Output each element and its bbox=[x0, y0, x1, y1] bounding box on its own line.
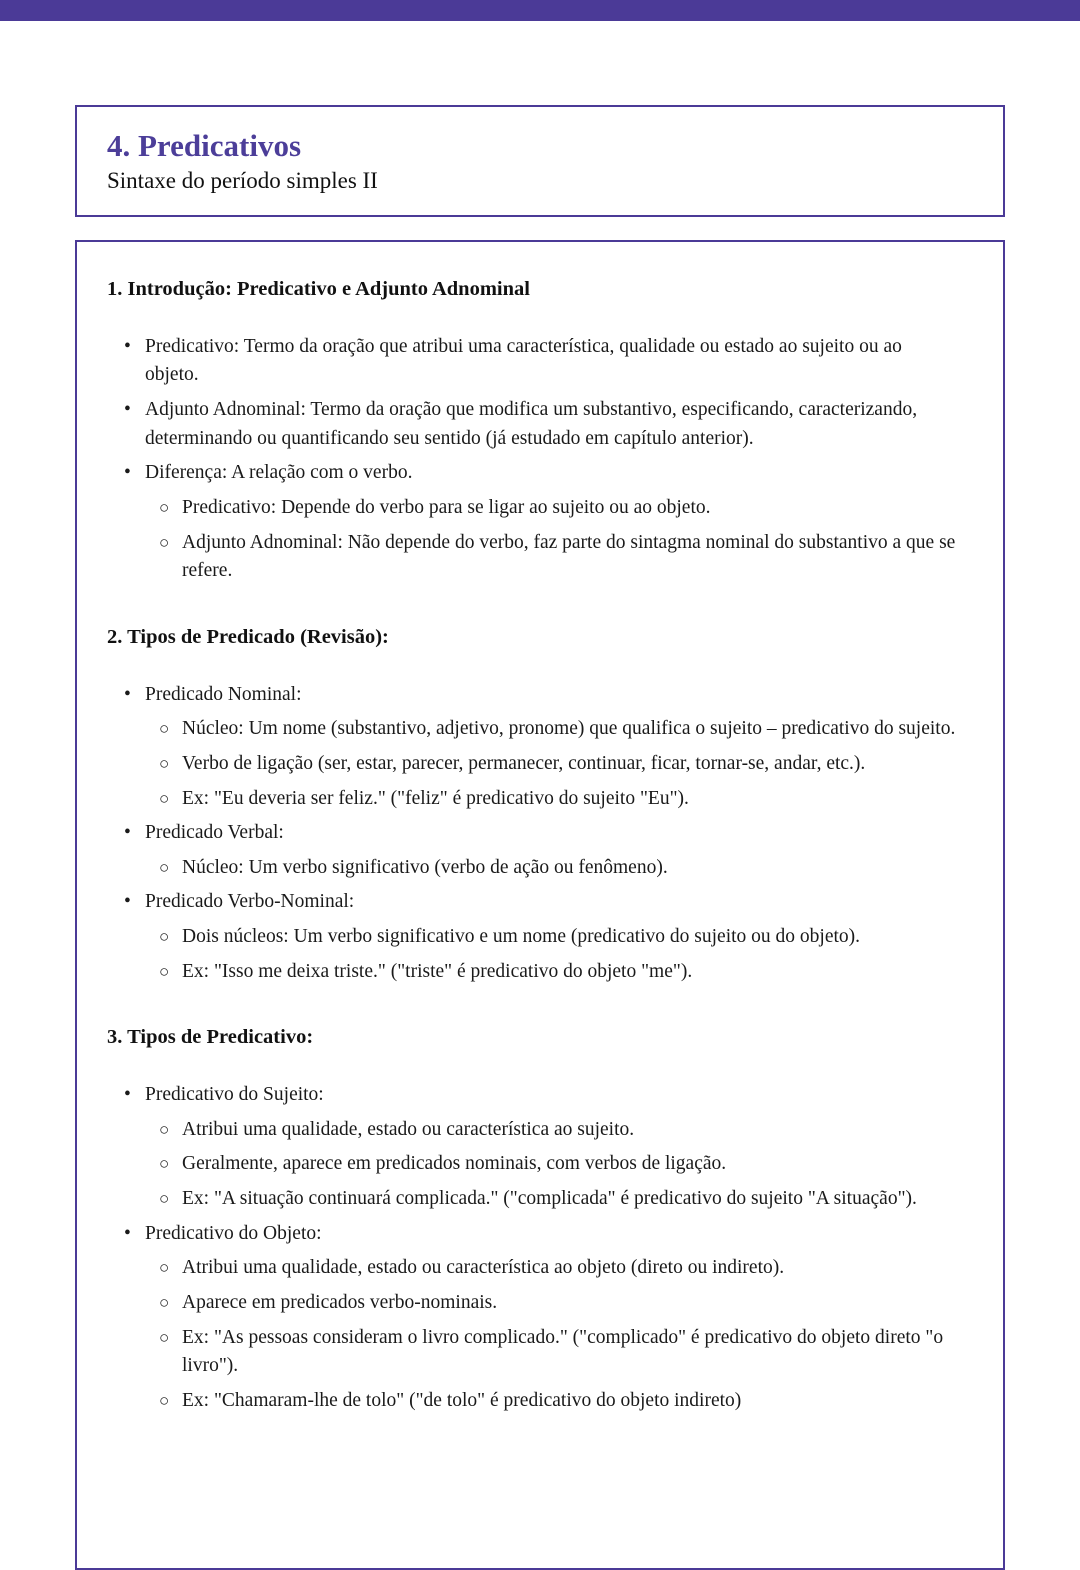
list-item bbox=[124, 1220, 957, 1249]
list-item bbox=[159, 750, 957, 779]
sections-container bbox=[107, 276, 957, 1416]
content-card bbox=[75, 240, 1005, 1570]
circle-bullet-icon: ○ bbox=[159, 1390, 170, 1410]
list-item bbox=[159, 1324, 957, 1381]
circle-bullet-icon: ○ bbox=[159, 1119, 170, 1139]
list-item bbox=[124, 459, 957, 488]
list-item-text: Aparece em predicados verbo-nominais. bbox=[182, 1292, 498, 1314]
circle-bullet-icon: ○ bbox=[159, 1327, 170, 1347]
list-item-text: Predicado Verbo-Nominal: bbox=[145, 891, 355, 913]
circle-bullet-icon: ○ bbox=[159, 1189, 170, 1209]
list-item bbox=[124, 396, 957, 453]
list-item-text: Ex: "As pessoas consideram o livro complicado." ("complicado" é predicativo do objeto direto "o livro"). bbox=[182, 1326, 944, 1377]
list-item bbox=[124, 1081, 957, 1110]
circle-bullet-icon: ○ bbox=[159, 1293, 170, 1313]
list-item-text: Verbo de ligação (ser, estar, parecer, permanecer, continuar, ficar, tornar-se, andar, etc.). bbox=[182, 752, 866, 774]
list-item-text: Predicativo: Depende do verbo para se ligar ao sujeito ou ao objeto. bbox=[182, 496, 711, 518]
list-item-text: Predicativo do Objeto: bbox=[145, 1222, 322, 1244]
list-item bbox=[159, 1254, 957, 1283]
section-item-list bbox=[107, 681, 957, 987]
list-item-text: Ex: "Chamaram-lhe de tolo" ("de tolo" é predicativo do objeto indireto) bbox=[182, 1389, 742, 1411]
list-item-text: Ex: "Isso me deixa triste." ("triste" é predicativo do objeto "me"). bbox=[182, 960, 693, 982]
list-item-text: Dois núcleos: Um verbo significativo e um nome (predicativo do sujeito ou do objeto). bbox=[182, 926, 861, 948]
disc-bullet-icon: • bbox=[124, 398, 131, 420]
list-item bbox=[159, 715, 957, 744]
circle-bullet-icon: ○ bbox=[159, 1258, 170, 1278]
disc-bullet-icon: • bbox=[124, 335, 131, 357]
list-item bbox=[159, 529, 957, 586]
list-item bbox=[159, 1185, 957, 1214]
list-item bbox=[159, 958, 957, 987]
list-item bbox=[159, 494, 957, 523]
circle-bullet-icon: ○ bbox=[159, 857, 170, 877]
circle-bullet-icon: ○ bbox=[159, 719, 170, 739]
circle-bullet-icon: ○ bbox=[159, 532, 170, 552]
list-item-text: Atribui uma qualidade, estado ou característica ao objeto (direto ou indireto). bbox=[182, 1257, 785, 1279]
list-item bbox=[159, 1150, 957, 1179]
list-item-text: Predicado Nominal: bbox=[145, 683, 302, 705]
circle-bullet-icon: ○ bbox=[159, 1154, 170, 1174]
section-item-list bbox=[107, 333, 957, 586]
section-heading: 1. Introdução: Predicativo e Adjunto Adnominal bbox=[107, 278, 530, 300]
list-item-text: Predicativo: Termo da oração que atribui uma característica, qualidade ou estado ao sujeito ou ao objeto. bbox=[145, 335, 902, 386]
disc-bullet-icon: • bbox=[124, 1084, 131, 1106]
list-item-text: Núcleo: Um nome (substantivo, adjetivo, pronome) que qualifica o sujeito – predicativo do sujeito. bbox=[182, 718, 956, 740]
circle-bullet-icon: ○ bbox=[159, 753, 170, 773]
list-item-text: Núcleo: Um verbo significativo (verbo de ação ou fenômeno). bbox=[182, 856, 668, 878]
list-item bbox=[159, 785, 957, 814]
list-item-text: Adjunto Adnominal: Termo da oração que modifica um substantivo, especificando, caracterizando, determinando ou quantificando seu sentido (já estudado em capítulo anterior). bbox=[145, 398, 918, 449]
section-heading: 3. Tipos de Predicativo: bbox=[107, 1026, 314, 1049]
list-item bbox=[124, 333, 957, 390]
circle-bullet-icon: ○ bbox=[159, 497, 170, 517]
title-card bbox=[75, 105, 1005, 217]
circle-bullet-icon: ○ bbox=[159, 961, 170, 981]
list-item-text: Ex: "A situação continuará complicada." ("complicada" é predicativo do sujeito "A situação"). bbox=[182, 1188, 917, 1210]
list-item bbox=[159, 854, 957, 883]
section-item-list bbox=[107, 1081, 957, 1416]
list-item-text: Ex: "Eu deveria ser feliz." ("feliz" é predicativo do sujeito "Eu"). bbox=[182, 787, 689, 809]
list-item bbox=[124, 888, 957, 917]
list-item bbox=[159, 923, 957, 952]
disc-bullet-icon: • bbox=[124, 822, 131, 844]
disc-bullet-icon: • bbox=[124, 683, 131, 705]
section-heading: 2. Tipos de Predicado (Revisão): bbox=[107, 625, 389, 648]
list-item-text: Atribui uma qualidade, estado ou característica ao sujeito. bbox=[182, 1118, 635, 1140]
disc-bullet-icon: • bbox=[124, 1222, 131, 1244]
list-item bbox=[124, 819, 957, 848]
list-item bbox=[124, 681, 957, 710]
list-item-text: Diferença: A relação com o verbo. bbox=[145, 462, 413, 484]
disc-bullet-icon: • bbox=[124, 462, 131, 484]
list-item bbox=[159, 1116, 957, 1145]
list-item-text: Predicado Verbal: bbox=[145, 822, 284, 844]
page-title: 4. Predicativos bbox=[107, 128, 302, 163]
disc-bullet-icon: • bbox=[124, 891, 131, 913]
page-subtitle: Sintaxe do período simples II bbox=[107, 168, 378, 194]
circle-bullet-icon: ○ bbox=[159, 788, 170, 808]
list-item bbox=[159, 1289, 957, 1318]
list-item-text: Adjunto Adnominal: Não depende do verbo, faz parte do sintagma nominal do substantivo a que se refere. bbox=[182, 531, 956, 582]
list-item-text: Geralmente, aparece em predicados nominais, com verbos de ligação. bbox=[182, 1153, 727, 1175]
list-item-text: Predicativo do Sujeito: bbox=[145, 1084, 324, 1106]
list-item bbox=[159, 1387, 957, 1416]
top-accent-bar bbox=[0, 0, 1080, 21]
circle-bullet-icon: ○ bbox=[159, 927, 170, 947]
